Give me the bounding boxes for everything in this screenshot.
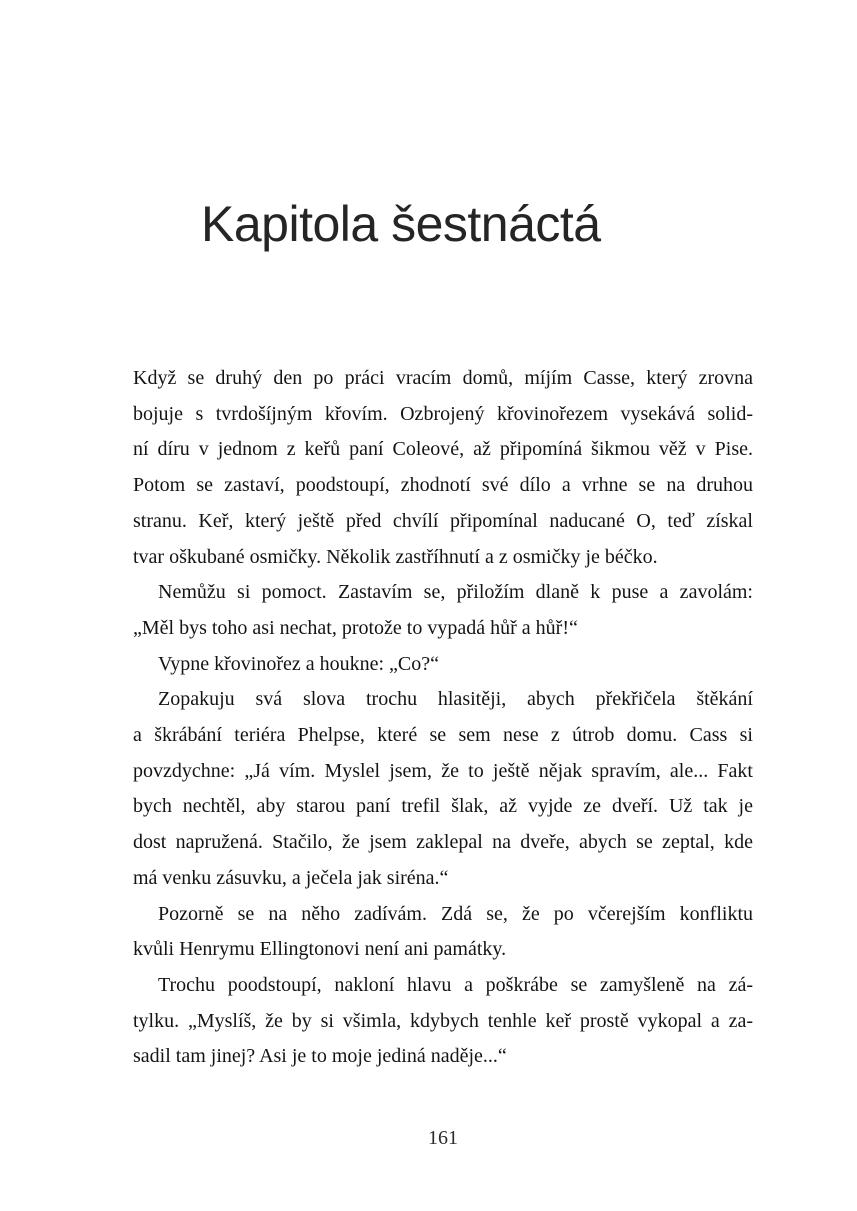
text-line: Trochu poodstoupí, nakloní hlavu a poškrábe se zamyšleně na zá- <box>158 973 753 996</box>
paragraph <box>133 682 753 896</box>
text-line: Pozorně se na něho zadívám. Zdá se, že po včerejším konfliktu <box>158 902 753 925</box>
text-line: Když se druhý den po práci vracím domů, míjím Casse, který zrovna <box>133 367 753 389</box>
text-line: Vypne křovinořez a houkne: „Co?“ <box>158 652 440 675</box>
text-line: má venku zásuvku, a ječela jak siréna.“ <box>133 866 449 889</box>
text-line: „Měl bys toho asi nechat, protože to vypadá hůř a hůř!“ <box>133 616 578 639</box>
text-line: sadil tam jinej? Asi je to moje jediná naděje...“ <box>133 1045 507 1068</box>
paragraph <box>133 968 753 1075</box>
paragraph <box>133 575 753 646</box>
paragraph <box>133 647 753 683</box>
text-line: dost napružená. Stačilo, že jsem zaklepal na dveře, abych se zeptal, kde <box>133 831 753 854</box>
text-line: Nemůžu si pomoct. Zastavím se, přiložím dlaně k puse a zavolám: <box>158 581 753 604</box>
text-line: povzdychne: „Já vím. Myslel jsem, že to ještě nějak spravím, ale... Fakt <box>133 759 753 782</box>
paragraph <box>133 897 753 968</box>
text-line: tvar oškubané osmičky. Několik zastříhnutí a z osmičky je béčko. <box>133 545 658 568</box>
text-line: Zopakuju svá slova trochu hlasitěji, abych překřičela štěkání <box>158 688 753 711</box>
chapter-title: Kapitola šestnáctá <box>201 196 601 252</box>
text-line: tylku. „Myslíš, že by si všimla, kdybych tenhle keř prostě vykopal a za- <box>133 1009 753 1032</box>
text-line: bych nechtěl, aby starou paní trefil šlak, až vyjde ze dveří. Už tak je <box>133 795 753 818</box>
text-line: stranu. Keř, který ještě před chvílí připomínal naducané O, teď získal <box>133 509 753 532</box>
text-line: Potom se zastaví, poodstoupí, zhodnotí své dílo a vrhne se na druhou <box>133 474 753 497</box>
paragraph <box>133 361 753 575</box>
page-number: 161 <box>428 1127 458 1149</box>
text-line: a škrábání teriéra Phelpse, které se sem nese z útrob domu. Cass si <box>133 724 753 747</box>
text-line: ní díru v jednom z keřů paní Coleové, až připomíná šikmou věž v Pise. <box>133 438 753 461</box>
text-line: kvůli Henrymu Ellingtonovi není ani památky. <box>133 938 507 961</box>
text-line: bojuje s tvrdošíjným křovím. Ozbrojený křovinořezem vysekává solid- <box>133 402 753 425</box>
body-text-block <box>133 361 753 1075</box>
